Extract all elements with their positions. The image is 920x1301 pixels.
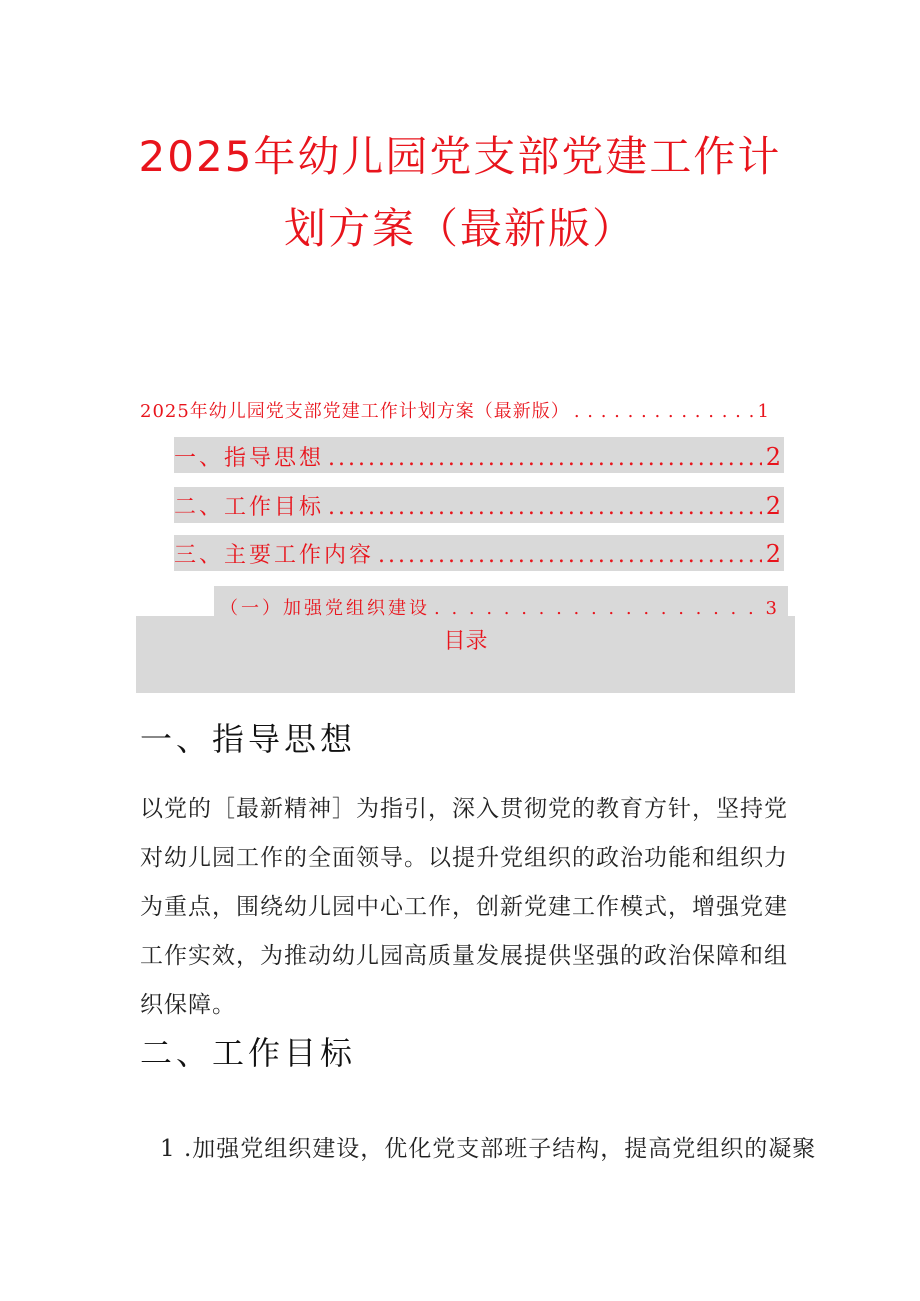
toc-entry-page: 3 <box>765 598 780 619</box>
toc-entry-work-goals[interactable] <box>174 490 784 521</box>
section-paragraph: 1 .加强党组织建设，优化党支部班子结构，提高党组织的凝聚 <box>160 1136 817 1162</box>
toc-leader-dots <box>328 495 762 520</box>
toc-entry-label: 三、主要工作内容 <box>174 543 375 568</box>
toc-leader-dots <box>574 401 754 422</box>
toc-entry-page: 2 <box>765 492 784 520</box>
document-title-line-1: 2025年幼儿园党支部党建工作计 <box>138 132 782 181</box>
toc-leader-dots <box>434 598 762 619</box>
toc-entry-party-organization[interactable] <box>220 594 780 620</box>
toc-heading: 目录 <box>443 629 488 654</box>
section-heading-work-goals: 二、工作目标 <box>140 1034 357 1072</box>
toc-entry-main-work[interactable] <box>174 538 784 569</box>
document-title-line-2: 划方案（最新版） <box>283 204 636 253</box>
toc-entry-label: （一）加强党组织建设 <box>220 598 430 619</box>
toc-entry-page: 1 <box>757 401 770 422</box>
toc-entry-guiding-ideology[interactable] <box>174 441 784 472</box>
section-heading-guiding-ideology: 一、指导思想 <box>140 720 357 758</box>
toc-leader-dots <box>378 543 762 568</box>
toc-entry-main[interactable] <box>140 397 770 423</box>
section-paragraph: 以党的［最新精神］为指引，深入贯彻党的教育方针，坚持党对幼儿园工作的全面领导。以提升党组织的政治功能和组织力为重点，围绕幼儿园中心工作，创新党建工作模式，增强党建工作实效，为推动幼儿园高质量发展提供坚强的政治保障和组织保障。 <box>140 796 788 1018</box>
toc-entry-label: 二、工作目标 <box>174 495 325 520</box>
toc-entry-label: 一、指导思想 <box>174 446 325 471</box>
toc-entry-page: 2 <box>765 443 784 471</box>
toc-entry-page: 2 <box>765 540 784 568</box>
toc-entry-label: 2025年幼儿园党支部党建工作计划方案（最新版） <box>140 401 570 422</box>
toc-leader-dots <box>328 446 762 471</box>
